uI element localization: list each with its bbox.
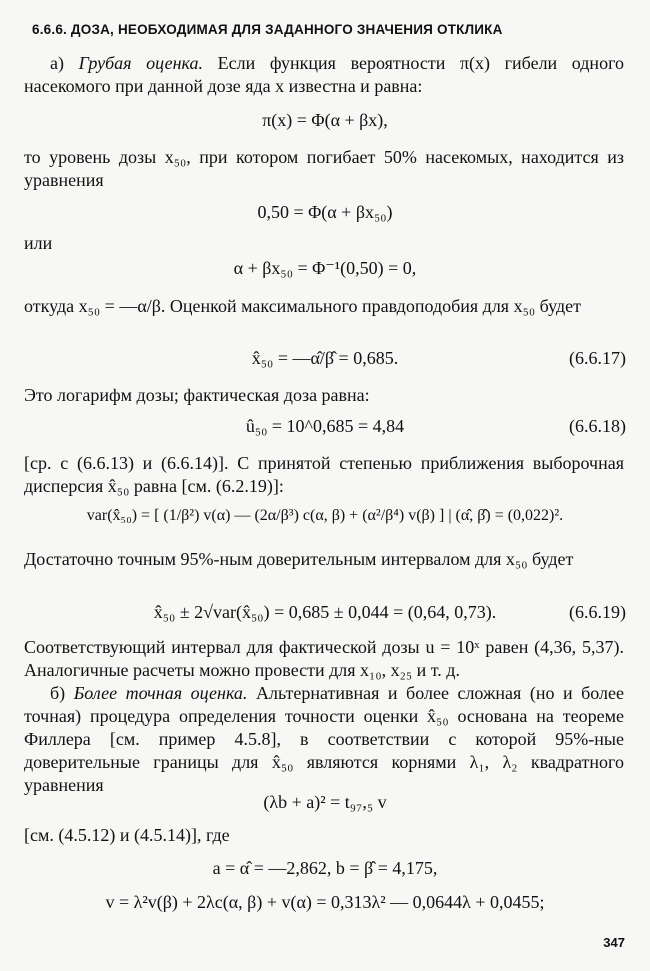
equation-quadratic: (λb + a)² = t₉₇,₅ v: [263, 792, 387, 812]
equation-number: (6.6.18): [569, 416, 626, 436]
paragraph-where: [см. (4.5.12) и (4.5.14)], где: [24, 825, 230, 845]
equation-a-b-values: a = α̂ = —2,862, b = β̂ = 4,175,: [212, 858, 438, 878]
equation-inverse-phi: α + βx₅₀ = Φ⁻¹(0,50) = 0,: [233, 258, 417, 278]
paragraph-ml-estimate: откуда x₅₀ = —α/β. Оценкой максимального правдоподобия для x₅₀ будет: [24, 296, 581, 316]
paragraph-rough-estimate: [24, 52, 624, 98]
paragraph-dose-level: то уровень дозы x₅₀, при котором погибает 50% насекомых, находится из уравнения: [24, 147, 624, 190]
paragraph-emphasis: Грубая оценка.: [78, 53, 203, 73]
paragraph-prefix: а): [50, 53, 79, 73]
equation-number: (6.6.17): [569, 348, 626, 368]
paragraph-text: Если функция вероятности π(x) гибели одного насекомого при данной дозе яда x известна и равна:: [24, 53, 625, 96]
paragraph-log-dose: Это логарифм дозы; фактическая доза равна:: [24, 385, 370, 405]
paragraph-variance: [ср. с (6.6.13) и (6.6.14)]. С принятой степенью приближения выборочная дисперсия x̂₅₀ равна [см. (6.2.19)]:: [24, 453, 624, 496]
equation-number: (6.6.19): [569, 602, 626, 622]
equation-interval: x̂₅₀ ± 2√var(x̂₅₀) = 0,685 ± 0,044 = (0,64, 0,73).: [153, 602, 497, 622]
paragraph-text: Альтернативная и более сложная (но и более точная) процедура определения точности оценки x̂₅₀ основана на теореме Филлера [см. пример 4.5.8], в соответствии с которой 95%-ные доверительные границы для x̂₅₀ являются корнями λ₁, λ₂ квадратного уравнения: [24, 683, 625, 795]
equation-x50-estimate: x̂₅₀ = —α̂/β̂ = 0,685.: [251, 348, 399, 368]
paragraph-emphasis: Более точная оценка.: [73, 683, 248, 703]
equation-v-expression: v = λ²v(β) + 2λc(α, β) + v(α) = 0,313λ² — 0,0644λ + 0,0455;: [105, 892, 545, 912]
paragraph-or: или: [24, 233, 53, 253]
paragraph-prefix: б): [50, 683, 74, 703]
paragraph-confidence-interval: Достаточно точным 95%-ным доверительным интервалом для x₅₀ будет: [24, 549, 574, 569]
equation-actual-dose: û₅₀ = 10^0,685 = 4,84: [245, 416, 405, 436]
paragraph-actual-interval: Соответствующий интервал для фактической дозы u = 10ˣ равен (4,36, 5,37). Аналогичные расчеты можно провести для x₁₀, x₂₅ и т. д.: [24, 637, 624, 680]
equation-probability-function: π(x) = Φ(α + βx),: [262, 110, 388, 130]
equation-half-probability: 0,50 = Φ(α + βx₅₀): [257, 202, 393, 222]
section-heading: 6.6.6. ДОЗА, НЕОБХОДИМАЯ ДЛЯ ЗАДАННОГО ЗНАЧЕНИЯ ОТКЛИКА: [32, 22, 503, 37]
page-number: 347: [603, 935, 625, 950]
paragraph-fieller: [24, 682, 624, 797]
equation-variance: var(x̂₅₀) = [ (1/β²) v(α) — (2α/β³) c(α, β) + (α²/β⁴) v(β) ] | (α̂, β̂) = (0,022)².: [86, 507, 564, 524]
